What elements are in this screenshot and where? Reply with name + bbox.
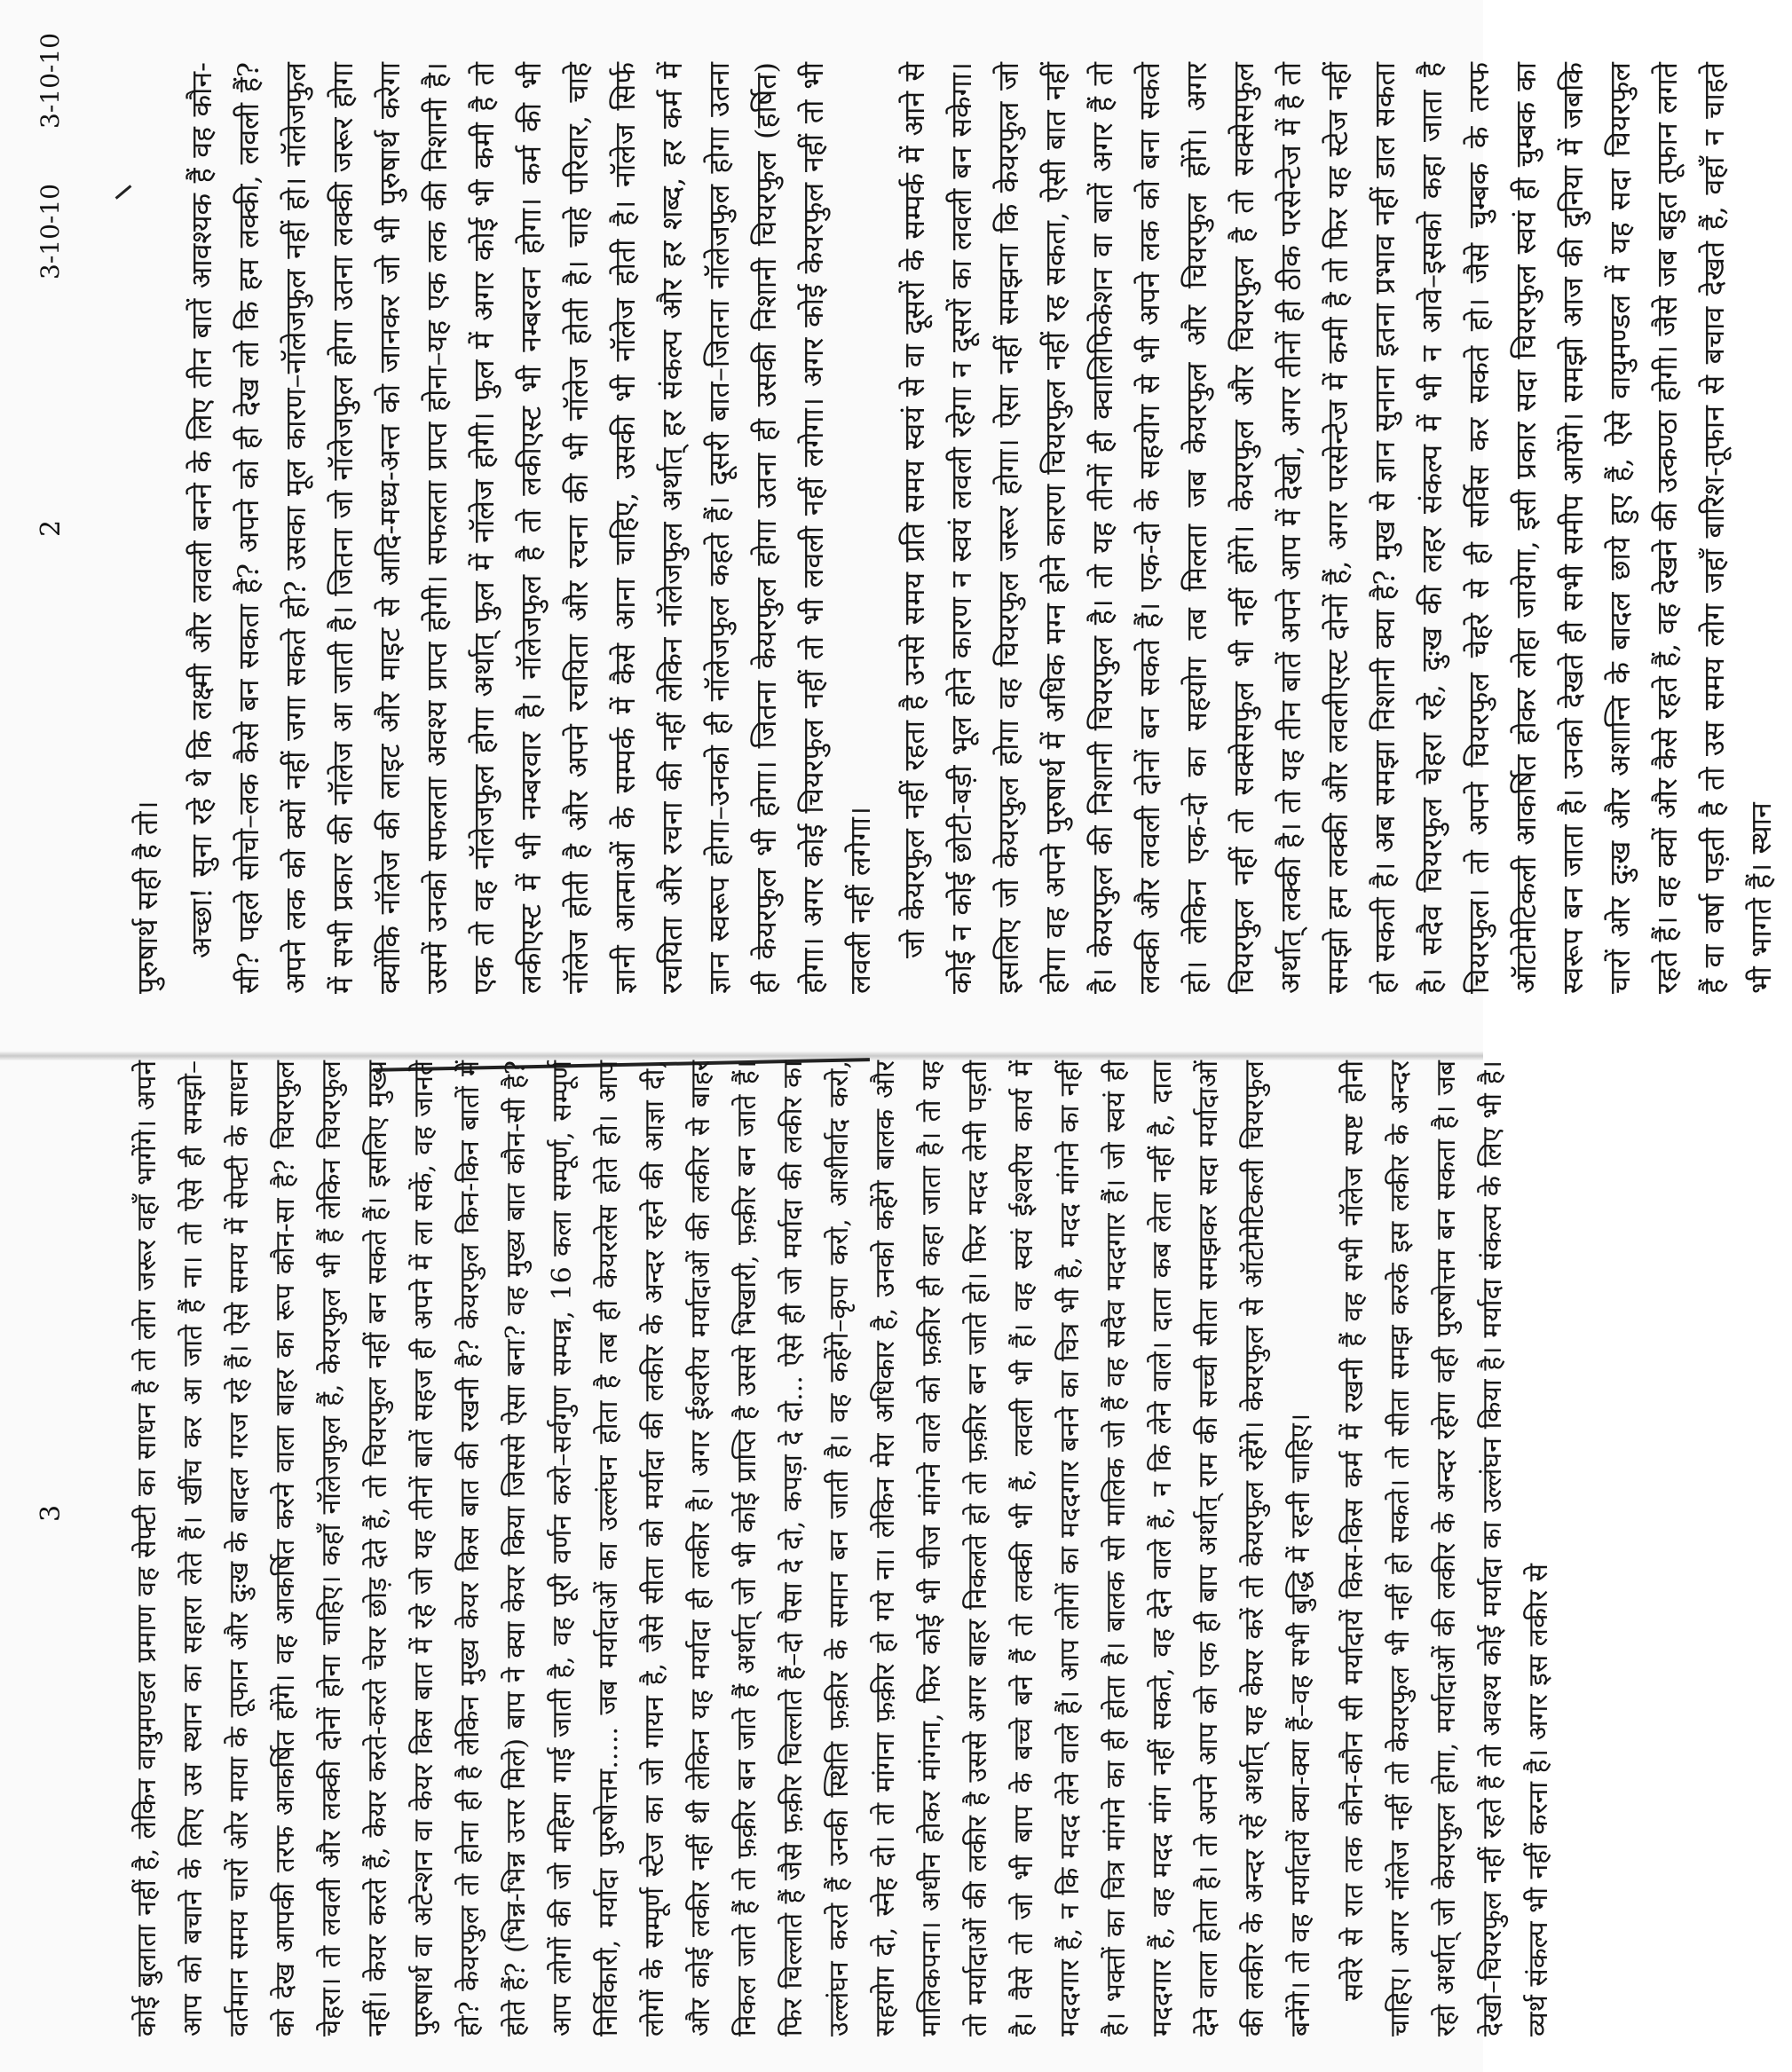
- page-number: 3: [36, 1504, 67, 1522]
- page-number: 2: [36, 519, 67, 537]
- paragraph: सवेरे से रात तक कौन-कौन सी मर्यादायें किस-किस कर्म में रखनी हैं वह सभी नॉलेज स्पष्ट होनी चाहिए। अगर नॉलेज नहीं तो केयरफुल भी नहीं हो सकते। तो सीता समझ करके इस लकीर के अन्दर रहो अर्थात् जो केयरफुल होगा, मर्यादाओं की लकीर के अन्दर रहेगा वही पुरुषोत्तम बन सकता है। जब देखो–चियरफुल नहीं रहते हैं तो अवश्य कोई मर्यादा का उल्लंघन किया है। मर्यादा संकल्प के लिए भी है। व्यर्थ संकल्प भी नहीं करना है। अगर इस लकीर से: [1338, 1060, 1554, 2037]
- paragraph: कोई बुलाता नहीं है, लेकिन वायुमण्डल प्रमाण वह सेफ्टी का साधन है तो लोग जरूर वहाँ भागेंगे। अपने आप को बचाने के लिए उस स्थान का सहारा लेते हैं। खींच कर आ जाते हैं ना। तो ऐसे ही समझो–वर्तमान समय चारों ओर माया के तूफान और दुःख के बादल गरज रहे हैं। ऐसे समय में सेफ्टी के साधन को देख आपकी तरफ आकर्षित होंगे। वह आकर्षित करने वाला बाहर का रूप कौन-सा है? चियरफुल चेहरा। तो लवली और लक्की दोनों होना चाहिए। कहाँ नॉलेजफुल हैं, केयरफुल भी हैं लेकिन चियरफुल नहीं। केयर करते हैं, केयर करते-करते चेयर छोड़ देते हैं, तो चियरफुल नहीं बन सकते हैं। इसलिए मुख्य पुरुषार्थ वा अटेन्शन वा केयर किस बात में रहे जो यह तीनों बातें सहज ही अपने में ला सकें, वह जानते हो? केयरफुल तो होना ही है लेकिन मुख्य केयर किस बात की रखनी है? केयरफुल किन-किन बातों में होते हैं? (भिन्न-भिन्न उत्तर मिले) बाप ने क्या केयर किया जिससे ऐसा बना? वह मुख्य बात कौन-सी है? आप लोगों की जो महिमा गाई जाती है, वह पूरी वर्णन करो–सर्वगुण सम्पन्न, 16 कला सम्पूर्ण, सम्पूर्ण निर्विकारी, मर्यादा पुरुषोत्तम..... जब मर्यादाओं का उल्लंघन होता है तब ही केयरलेस होते हो। आप लोगों के सम्पूर्ण स्टेज का जो गायन है, जैसे सीता को मर्यादा की लकीर के अन्दर रहने की आज्ञा दी, और कोई लकीर नहीं थी लेकिन यह मर्यादा ही लकीर है। अगर ईश्वरीय मर्यादाओं की लकीर से बाहर निकल जाते हैं तो फ़क़ीर बन जाते हैं अर्थात् जो भी कोई प्राप्ति है उससे भिखारी, फ़क़ीर बन जाते हैं। फिर चिल्लाते हैं जैसे फ़क़ीर चिल्लाते हैं–दो पैसा दे दो, कपड़ा दे दो... ऐसे ही जो मर्यादा की लकीर का उल्लंघन करते हैं उनकी स्थिति फ़क़ीर के समान बन जाती है। वह कहेंगे–कृपा करो, आशीर्वाद करो, सहयोग दो, स्नेह दो। तो मांगना फ़क़ीर हो गये ना। लेकिन मेरा अधिकार है, उनको कहेंगे बालक और मालिकपना। अधीन होकर मांगना, फिर कोई भी चीज मांगने वाले को फ़क़ीर ही कहा जाता है। तो यह तो मर्यादाओं की लकीर है उससे अगर बाहर निकलते हो तो फ़क़ीर बन जाते हो। फिर मदद लेनी पड़ती है। वैसे तो जो भी बाप के बच्चे बने हैं तो लक्की भी हैं, लवली भी हैं। वह स्वयं ईश्वरीय कार्य में मददगार हैं, न कि मदद लेने वाले हैं। आप लोगों का मददगार बनने का चित्र भी है, मदद मांगने का नहीं है। भक्तों का चित्र मांगने का ही होता है। बालक सो मालिक जो हैं वह सदैव मददगार हैं। जो स्वयं ही मददगार हैं, वह मदद मांग नहीं सकते, वह देने वाले हैं, न कि लेने वाले। दाता कब लेता नहीं है, दाता देने वाला होता है। तो अपने आप को एक ही बाप अर्थात् राम की सच्ची सीता समझकर सदा मर्यादाओं की लकीर के अन्दर रहें अर्थात् यह केयर करें तो केयरफुल रहेंगे। केयरफुल से ऑटोमेटिकली चियरफुल बनेंगे। तो वह मर्यादायें क्या-क्या हैं–वह सभी बुद्धि में रहनी चाहिए।: [131, 1060, 1316, 2037]
- paragraph: जो केयरफुल नहीं रहता है उनसे समय प्रति समय स्वयं से वा दूसरों के सम्पर्क में आने से कोई न कोई छोटी-बड़ी भूल होने कारण न स्वयं लवली रहेगा न दूसरों का लवली बन सकेगा। इसलिए जो केयरफुल होगा वह चियरफुल जरूर होगा। ऐसा नहीं समझना कि केयरफुल जो होगा वह अपने पुरुषार्थ में अधिक मग्न होने कारण चियरफुल नहीं रह सकता, ऐसी बात नहीं है। केयरफुल की निशानी चियरफुल है। तो यह तीनों ही क्वालिफिकेशन वा बातें अगर हैं तो लक्की और लवली दोनों बन सकते हैं। एक-दो के सहयोग से भी अपने लक को बना सकते हो। लेकिन एक-दो का सहयोग तब मिलता जब केयरफुल और चियरफुल होंगे। अगर चियरफुल नहीं तो सक्सेसफुल भी नहीं होंगे। केयरफुल और चियरफुल है तो सक्सेसफुल अर्थात् लक्की है। तो यह तीन बातें अपने आप में देखो, अगर तीनों ही ठीक परसेन्टेज में है तो समझो हम लक्की और लवलीएस्ट दोनों हैं, अगर परसेन्टेज में कमी है तो फिर यह स्टेज नहीं हो सकती है। अब समझा निशानी क्या है? मुख से ज्ञान सुनाना इतना प्रभाव नहीं डाल सकता है। सदैव चियरफुल चेहरा रहे, दुःख की लहर संकल्प में भी न आवे–इसको कहा जाता है चियरफुल। तो अपने चियरफुल चेहरे से ही सर्विस कर सकते हो। जैसे चुम्बक के तरफ ऑटोमेटिकली आकर्षित होकर लोहा जायेगा, इसी प्रकार सदा चियरफुल स्वयं ही चुम्बक का स्वरूप बन जाता है। उनको देखते ही सभी समीप आयेंगे। समझो आज की दुनिया में जबकि चारों ओर दुःख और अशान्ति के बादल छाये हुए हैं, ऐसे वायुमण्डल में यह सदा चियरफुल रहते हैं। वह क्यों और कैसे रहते हैं, वह देखने की उत्कण्ठा होगी। जैसे जब बहुत तूफान लगते हैं वा वर्षा पड़ती है तो उस समय लोग जहाँ बारिश-तूफान से बचाव देखते हैं, वहाँ न चाहते भी भागते हैं। स्थान: [897, 62, 1778, 994]
- paragraph: अच्छा! सुना रहे थे कि लक्ष्मी और लवली बनने के लिए तीन बातें आवश्यक हैं वह कौन-सी? पहले सोचो–लक कैसे बन सकता है? अपने को ही देख लो कि हम लक्की, लवली हैं? अपने लक को क्यों नहीं जगा सकते हो? उसका मूल कारण–नॉलेजफुल नहीं हो। नॉलेजफुल में सभी प्रकार की नॉलेज आ जाती है। जितना जो नॉलेजफुल होगा उतना लक्की जरूर होगा क्योंकि नॉलेज की लाइट और माइट से आदि-मध्य-अन्त को जानकर जो भी पुरुषार्थ करेगा उसमें उनको सफलता अवश्य प्राप्त होगी। सफलता प्राप्त होना–यह एक लक की निशानी है। एक तो वह नॉलेजफुल होगा अर्थात् फुल में नॉलेज होगी। फुल में अगर कोई भी कमी है तो लकीएस्ट में भी नम्बरवार है। नॉलेजफुल है तो लकीएस्ट भी नम्बरवन होगा। कर्म की भी नॉलेज होती है और अपने रचयिता और रचना की भी नॉलेज होती है। चाहे परिवार, चाहे ज्ञानी आत्माओं के सम्पर्क में कैसे आना चाहिए, उसकी भी नॉलेज होती है। नॉलेज सिर्फ रचयिता और रचना की नहीं लेकिन नॉलेजफुल अर्थात् हर संकल्प और हर शब्द, हर कर्म में ज्ञान स्वरूप होगा–उनको ही नॉलेजफुल कहते हैं। दूसरी बात–जितना नॉलेजफुल होगा उतना ही केयरफुल भी होगा। जितना केयरफुल होगा उतना ही उसकी निशानी चियरफुल (हर्षित) होगा। अगर कोई चियरफुल नहीं तो भी लवली नहीं लगेगा। अगर कोई केयरफुल नहीं तो भी लवली नहीं लगेगा।: [185, 62, 877, 994]
- paragraph: पुरुषार्थ सही है तो।: [130, 800, 164, 994]
- page-body: [124, 1060, 1569, 2037]
- page-date: 3-10-10: [36, 33, 65, 129]
- page-date: 3-10-10: [36, 184, 65, 280]
